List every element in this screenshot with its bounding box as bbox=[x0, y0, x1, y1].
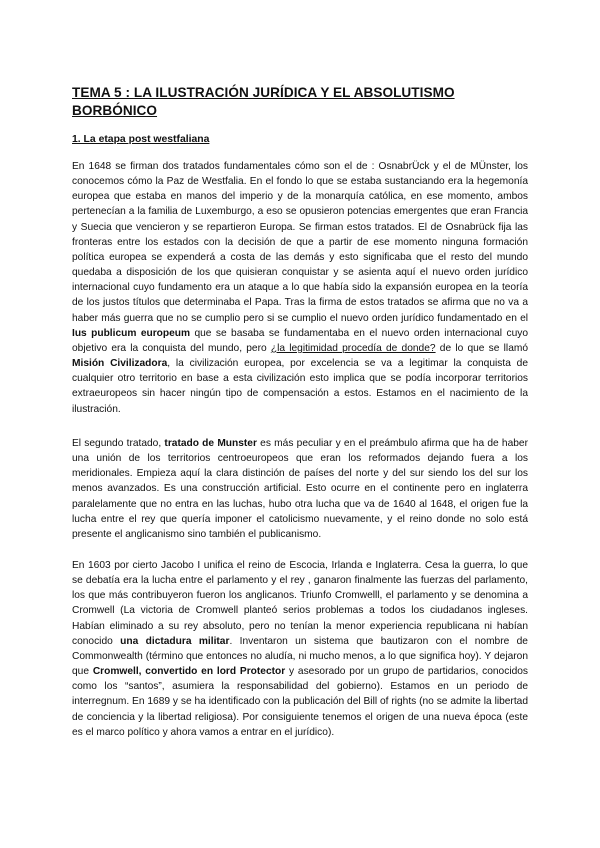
paragraph-munster bbox=[72, 436, 528, 542]
page-title bbox=[72, 84, 512, 120]
p3-text-3: y asesorado por un grupo de partidarios, conocidos como los “santos”, asumiera la responsabilidad del gobierno). Estamos en un periodo de interregnum. En 1689 y se ha identificado con la publicación del Bill of rights (no se admite la libertad de conciencia y la libertad religiosa). Por consiguiente tenemos el origen de una nueva época (este es el marco político y ahora vamos a entrar en el jurídico). bbox=[72, 666, 529, 738]
paragraph-cromwell bbox=[72, 558, 528, 740]
p1-text-3: de lo que se llamó bbox=[435, 342, 529, 354]
title-line-1: TEMA 5 : LA ILUSTRACIÓN JURÍDICA Y EL ABSOLUTISMO bbox=[72, 85, 455, 100]
p1-underlined-question: ¿la legitimidad procedía de donde? bbox=[270, 342, 436, 354]
p2-bold-munster: tratado de Munster bbox=[164, 438, 257, 449]
p1-text-4: , la civilización europea, por excelencia se va a legitimar la conquista de cualquier otro territorio en base a esta civilización esto implica que se podía incorporar territorios extraeuropeos sin hacer ningún tipo de compensación a estos. Estamos en el nacimiento de la ilustración. bbox=[72, 358, 528, 415]
p2-text-2: es más peculiar y en el preámbulo afirma que ha de haber una unión de los territorios centroeuropeos que eran los reformados dejando fuera a los meridionales. Empieza aquí la clara distinción de países del norte y del sur siendo los del sur los menos avanzados. Es una construcción artificial. Esto ocurre en el continente pero en inglaterra paralelamente que no entra en las luchas, hubo otra lucha que va de 1640 al 1648, el origen fue la lucha entre el rey que quería imponer el catolicismo nuevamente, y el reino donde no solo está presente el anglicanismo sino también el publicanismo. bbox=[72, 438, 528, 540]
p1-bold-mision: Misión Civilizadora bbox=[72, 358, 168, 370]
p3-bold-dictadura: una dictadura militar bbox=[120, 635, 230, 647]
p1-text-1: En 1648 se firman dos tratados fundamentales cómo son el de : OsnabrÜck y el de MÜnster, los conocemos cómo la Paz de Westfalia. En el fondo lo que se estaba sustanciando era la hegemonía europea que estaba en manos del imperio y de la monarquía católica, en ese momento, ambos pertenecían a la familia de Luxemburgo, a eso se opusieron potencias emergentes que eran Francia y Suecia que vencieron y se repartieron Europa. Se firman estos tratados. El de Osnabrück fija las fronteras entre los estados con la decisión de que a partir de ese momento ninguna formación política europea se expenderá a costa de las demás y esto significaba que el resto del mundo quedaba a disposición de los que quisieran conquistar y se asienta aquí el nuevo orden jurídico internacional cuyo fundamento era un ataque a lo que había sido la expansión europea en la teoría de los justos títulos que determinaba el Papa. Tras la firma de estos tratados se afirma que no va a haber más guerra que no se cumplio pero si se cumplio el nuevo orden jurídico fundamentado en el bbox=[72, 161, 528, 324]
p3-text-1: En 1603 por cierto Jacobo I unifica el reino de Escocia, Irlanda e Inglaterra. Cesa la guerra, lo que se debatía era la lucha entre el parlamento y el rey , ganaron finalmente las fuerzas del parlamento, los que más contribuyeron fueron los anglicanos. Triunfo Cromwelll, el parlamento y se denomina a Cromwell (La victoria de Cromwell planteó serios problemas a todos los ciudadanos ingleses. Habían eliminado a su rey absoluto, pero no tenían la menor experiencia republicana ni habían conocido bbox=[72, 560, 528, 647]
section-heading: 1. La etapa post westfaliana bbox=[72, 134, 210, 145]
p2-text-1: El segundo tratado, bbox=[72, 438, 165, 449]
p1-text-2: que se basaba se fundamentaba en el nuevo orden internacional cuyo objetivo era la conquista del mundo, pero bbox=[72, 327, 528, 354]
title-line-2: BORBÓNICO bbox=[72, 103, 158, 118]
paragraph-westfalia bbox=[72, 159, 528, 417]
p3-text-2: . Inventaron un sistema que bautizaron con el nombre de Commonwealth (término que entonces no aludía, ni mucho menos, a lo que significa hoy). Y dejaron que bbox=[72, 635, 528, 678]
p3-bold-cromwell: Cromwell, convertido en lord Protector bbox=[92, 666, 286, 678]
p1-bold-ius-publicum: Ius publicum europeum bbox=[72, 327, 191, 339]
